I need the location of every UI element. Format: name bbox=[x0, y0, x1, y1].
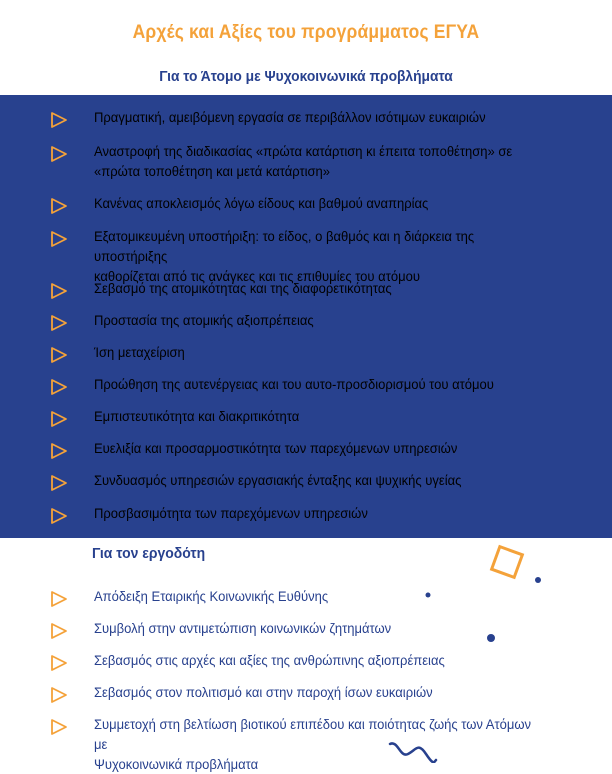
triangle-outline-icon bbox=[50, 230, 68, 248]
triangle-outline-icon bbox=[50, 314, 68, 332]
list-item-line: Εξατομικευμένη υποστήριξη: το είδος, ο βαθμός και η διάρκεια της υποστήριξης bbox=[94, 228, 475, 264]
triangle-outline-icon bbox=[50, 622, 68, 640]
triangle-outline-icon bbox=[50, 718, 68, 736]
list-item-text bbox=[94, 374, 531, 394]
list-item-text bbox=[94, 470, 531, 490]
list-item-text bbox=[94, 682, 531, 702]
list-item-text bbox=[94, 141, 531, 181]
list-item-line: Ψυχοκοινωνικά προβλήματα bbox=[94, 756, 259, 772]
triangle-outline-icon bbox=[50, 590, 68, 608]
list-item-line: Συμβολή στην αντιμετώπιση κοινωνικών ζητημάτων bbox=[94, 620, 392, 636]
triangle-outline-icon bbox=[50, 111, 68, 129]
triangle-outline-icon bbox=[50, 474, 68, 492]
list-item-text bbox=[94, 310, 531, 330]
list-item-line: Σεβασμό της ατομικότητας και της διαφορετικότητας bbox=[94, 280, 392, 296]
list-item-text bbox=[94, 107, 531, 127]
triangle-outline-icon bbox=[50, 346, 68, 364]
employer-section-heading: Για τον εργοδότη bbox=[92, 545, 206, 562]
squiggle-icon bbox=[388, 740, 438, 763]
list-item-line: Απόδειξη Εταιρικής Κοινωνικής Ευθύνης bbox=[94, 588, 329, 604]
list-item-text bbox=[94, 650, 531, 670]
list-item-line: Συμμετοχή στη βελτίωση βιοτικού επιπέδου και ποιότητας ζωής των Ατόμων με bbox=[94, 716, 532, 752]
list-item-line: Προσβασιμότητα των παρεχόμενων υπηρεσιών bbox=[94, 505, 368, 521]
list-item-line: Ίση μεταχείριση bbox=[94, 344, 185, 360]
diamond-outline-icon bbox=[488, 543, 526, 581]
dot-icon bbox=[486, 633, 496, 643]
list-item-text bbox=[94, 438, 531, 458]
triangle-outline-icon bbox=[50, 378, 68, 396]
triangle-outline-icon bbox=[50, 282, 68, 300]
page-title: Αρχές και Αξίες του προγράμματος ΕΓΥΑ bbox=[132, 22, 480, 43]
triangle-outline-icon bbox=[50, 654, 68, 672]
list-item-line: Ευελιξία και προσαρμοστικότητα των παρεχόμενων υπηρεσιών bbox=[94, 440, 458, 456]
list-item-line: καθορίζεται από τις ανάγκες και τις επιθυμίες του ατόμου bbox=[94, 268, 420, 284]
list-item-text bbox=[94, 714, 531, 774]
list-item-text bbox=[94, 342, 531, 362]
list-item-text bbox=[94, 618, 531, 638]
list-item-line: Πραγματική, αμειβόμενη εργασία σε περιβάλλον ισότιμων ευκαιριών bbox=[94, 109, 486, 125]
triangle-outline-icon bbox=[50, 145, 68, 163]
list-item-text bbox=[94, 586, 531, 606]
list-item-text bbox=[94, 503, 531, 523]
list-item-text bbox=[94, 226, 531, 286]
list-item-line: «πρώτα τοποθέτηση και μετά κατάρτιση» bbox=[94, 163, 331, 179]
list-item-line: Κανένας αποκλεισμός λόγω είδους και βαθμού αναπηρίας bbox=[94, 195, 429, 211]
list-item-line: Εμπιστευτικότητα και διακριτικότητα bbox=[94, 408, 300, 424]
list-item-line: Σεβασμός στον πολιτισμό και στην παροχή ίσων ευκαιριών bbox=[94, 684, 433, 700]
dot-icon bbox=[424, 591, 432, 599]
person-section-heading: Για το Άτομο με Ψυχοκοινωνικά προβλήματα bbox=[159, 68, 453, 85]
list-item-line: Προστασία της ατομικής αξιοπρέπειας bbox=[94, 312, 314, 328]
list-item-text bbox=[94, 278, 531, 298]
list-item-line: Προώθηση της αυτενέργειας και του αυτο-προσδιορισμού του ατόμου bbox=[94, 376, 494, 392]
triangle-outline-icon bbox=[50, 507, 68, 525]
list-item-line: Αναστροφή της διαδικασίας «πρώτα κατάρτιση κι έπειτα τοποθέτηση» σε bbox=[94, 143, 513, 159]
list-item-text bbox=[94, 193, 531, 213]
list-item-line: Συνδυασμός υπηρεσιών εργασιακής ένταξης και ψυχικής υγείας bbox=[94, 472, 462, 488]
triangle-outline-icon bbox=[50, 686, 68, 704]
triangle-outline-icon bbox=[50, 410, 68, 428]
list-item-line: Σεβασμός στις αρχές και αξίες της ανθρώπινης αξιοπρέπειας bbox=[94, 652, 445, 668]
triangle-outline-icon bbox=[50, 197, 68, 215]
dot-icon bbox=[534, 576, 542, 584]
list-item-text bbox=[94, 406, 531, 426]
triangle-outline-icon bbox=[50, 442, 68, 460]
